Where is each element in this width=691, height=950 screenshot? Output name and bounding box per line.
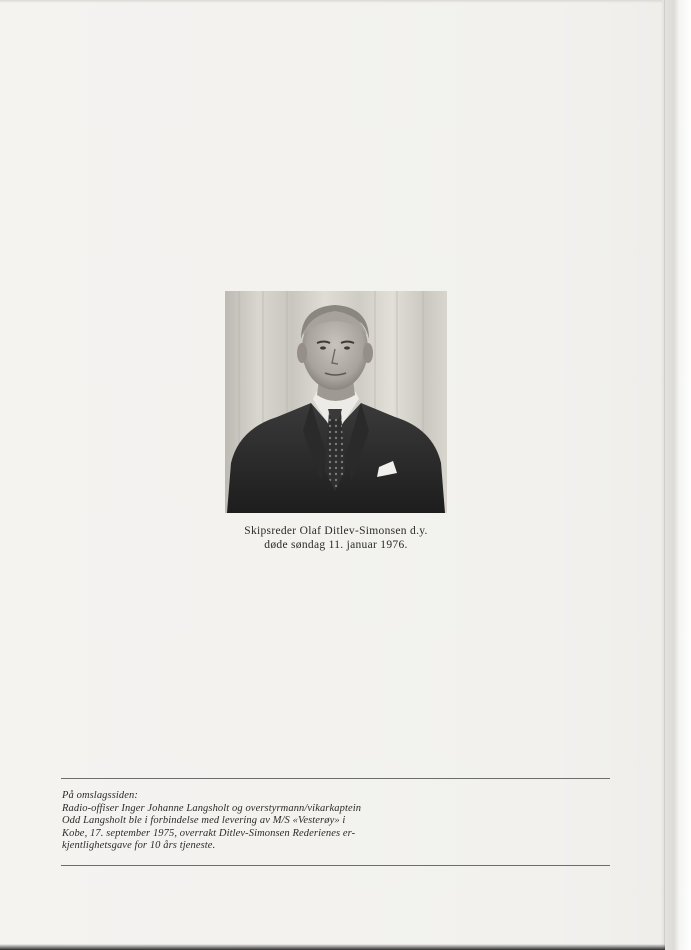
page-right-margin: [662, 0, 691, 950]
cover-note-line: kjentlighetsgave for 10 års tjeneste.: [62, 840, 216, 852]
cover-note-heading: På omslagssiden:: [62, 790, 138, 801]
page-right-edge: [664, 0, 665, 950]
page-bottom-edge: [0, 944, 665, 950]
caption-line-1: Skipsreder Olaf Ditlev-Simonsen d.y.: [244, 525, 428, 537]
cover-note-line: Kobe, 17. september 1975, overrakt Ditlev-Simonsen Rederienes er-: [62, 827, 356, 839]
portrait-illustration: [225, 291, 447, 513]
bottom-divider: [61, 865, 610, 866]
top-divider: [61, 778, 610, 779]
caption-line-2: døde søndag 11. januar 1976.: [264, 539, 408, 551]
portrait-photo: [225, 291, 447, 513]
cover-note-line: Odd Langsholt ble i forbindelse med levering av M/S «Vesterøy» i: [62, 815, 346, 827]
page-top-edge: [0, 0, 691, 3]
cover-note-line: Radio-offiser Inger Johanne Langsholt og overstyrmann/vikarkaptein: [62, 802, 362, 814]
cover-note: [62, 790, 582, 853]
portrait-caption: [186, 524, 486, 552]
